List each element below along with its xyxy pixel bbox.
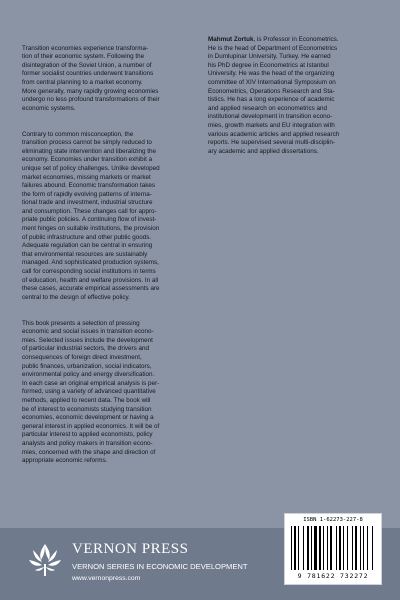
publisher-website[interactable]: www.vernonpress.com (72, 575, 141, 582)
isbn-number: 9 781622 732272 (297, 572, 369, 580)
barcode-graphic (291, 526, 375, 572)
description-paragraph-3: This book presents a selection of pressing economic and social issues in transition econo- mies. Selected issues include the development of particular industrial sectors, the drivers and consequences of foreign direct investment, public finances, urbanization, social indicators, environmental policy and energy diversification. In each case an original empirical analysis is per- formed, using a variety of advanced quantitative methods, applied to recent data. The book will be of interest to economists studying transition economies, economic development or having a general interest in applied economics. It will be of particular interest to applied economists, policy analysts and policy makers in transition econo- mies, concerned with the shape and direction of appropriate economic reforms. (22, 319, 160, 465)
series-name: VERNON SERIES IN ECONOMIC DEVELOPMENT (72, 562, 248, 571)
description-paragraph-1: Transition economies experience transforma- tion of their economic system. Following the disintegration of the Soviet Union, a number of former socialist countries underwent transitions from central planning to a market economy. More generally, many rapidly growing economies undergo no less profound transformations of their economic systems. (22, 44, 160, 112)
publisher-name: VERNON PRESS (72, 541, 189, 557)
book-description (22, 36, 194, 483)
author-bio (208, 36, 384, 156)
isbn-label: ISBN 1-62273-227-8 (303, 517, 363, 523)
author-name: Mahmut Zortuk (208, 36, 254, 43)
vernon-press-logo-icon (25, 540, 65, 580)
description-paragraph-2: Contrary to common misconception, the transition process cannot be simply reduced to eliminating state intervention and liberalizing the economy. Economies under transition exhibit a unique set of policy challenges. Unlike developed market economies, missing markets or market failures abound. Economic transformation takes the form of rapidly evolving patterns of interna- tional trade and investment, industrial structure and consumption. These changes call for appro- priate public policies. A continuing flow of invest- ment hinges on suitable institutions, the provision of public infrastructure and other public goods. Adequate regulation can be central in ensuring that environmental resources are sustainably managed. And sophisticated production systems, call for corresponding social institutions in terms of education, health and welfare provisions. In all these cases, accurate empirical assessments are central to the design of effective policy. (22, 130, 160, 301)
author-bio-text: , is Professor in Econometrics. He is the head of Department of Econometrics in Dumlupinar University, Turkey. He earned his PhD degree in Econometrics at Istanbul University. He was the head of the organizing committee of XIV International Symposium on Econometrics, Operations Research and Sta- tistics. He has a long experience of academic and applied research on econometrics and institutional development in transition econo- mies, growth markets and EU integration with various academic articles and applied research reports. He supervised several multi-disciplin- ary academic and applied dissertations. (208, 36, 340, 155)
isbn-barcode (284, 513, 382, 585)
